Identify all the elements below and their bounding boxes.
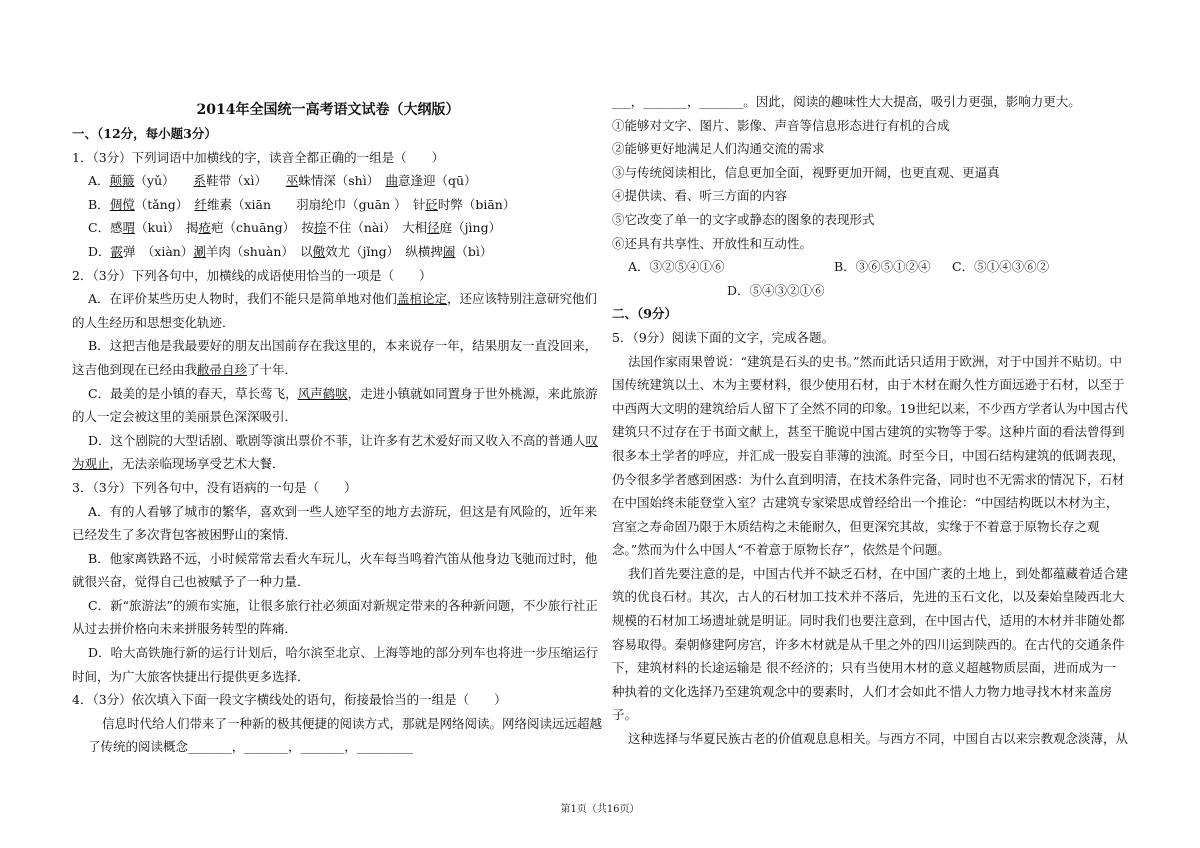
question-4-options-row [612,255,1132,279]
passage-line: 我们首先要注意的是，中国古代并不缺乏石材，在中国广袤的土地上，到处都蕴藏着适合建 [628,565,1129,581]
question-2-option-d-cont [72,452,584,476]
option-text: （bì） [455,243,493,259]
question-1-option-d [72,240,584,264]
option-text: （kuì） 揭 [135,220,199,236]
underlined-text: 径 [427,220,440,236]
option-text: 维素（xiān [207,196,297,212]
option-text: 了十年． [247,361,298,377]
question-3-option-b-cont: 就很兴奋，觉得自己也被赋予了一种力量． [72,574,310,590]
question-5-stem: 5．（9分）阅读下面的文字，完成各题。 [612,329,835,345]
question-2-option-b: B．这把吉他是我最要好的朋友出国前存在我这里的，本来说存一年，结果朋友一直没回来， [88,338,598,354]
question-4-passage-line: ___，_______，_______。因此，阅读的趣味性大大提高，吸引力更强，影响力更大。 [612,94,1081,109]
question-3-stem: 3．（3分）下列各句中，没有语病的一句是（ ） [72,479,357,495]
option-text: 意逢迎（qū） [398,173,477,189]
right-column [612,90,1132,751]
question-3-option-d: D．哈大高铁施行新的运行计划后，哈尔滨至北京、上海等地的部分列车也将进一步压缩运行 [88,645,599,661]
underlined-text: 倜傥 [109,196,135,212]
passage-line: 法国作家雨果曾说：“建筑是石头的史书。”然而此话只适用于欧洲，对于中国并不贴切。中 [628,353,1123,369]
passage-line: 仍令很多学者感到困惑：为什么直到明清，在技术条件完备，同时也不无需求的情况下，石材 [612,471,1125,487]
question-4-item: ⑤它改变了单一的文字或静态的图象的表现形式 [612,211,875,227]
option-text: 时弊（biān） [437,196,516,212]
option-text: （tǎng） [134,196,195,212]
question-3-option-a: A．有的人看够了城市的繁华，喜欢到一些人迹罕至的地方去游玩，但这是有风险的，近年来 [88,503,598,519]
option-text: 疤（chuāng） 按 [210,220,314,236]
option-text: B． [88,196,110,212]
underlined-text: 儆 [312,243,326,259]
option-text: 羽扇纶巾（guān ） 针 [296,196,426,212]
question-4-option-d: D．⑤④③②①⑥ [727,282,825,298]
underlined-text: 巫 [285,173,299,189]
option-text: 不住（nài） 大相 [326,220,428,236]
passage-line: 国传统建筑以土、木为主要材料，很少使用石材，由于木材在耐久性方面远逊于石材，以至于 [612,377,1125,393]
left-column [72,92,603,759]
passage-line: 子。 [612,707,638,723]
question-4-item: ⑥还具有共享性、开放性和互动性。 [612,235,813,251]
exam-title: 2014年全国统一高考语文试卷（大纲版） [196,102,460,118]
question-4-stem: 4．（3分）依次填入下面一段文字横线处的语句，衔接最恰当的一组是（ ） [72,692,507,708]
option-text: 羊肉（shuàn） 以 [205,243,313,259]
question-4-option-a: A．③②⑤④①⑥ [628,259,725,275]
question-3-option-d-cont: 时间，为广大旅客快捷出行提供更多选择． [72,668,310,684]
question-4-passage-line: 了传统的阅读概念_______，_______，_______，_________ [88,739,414,755]
question-4-item: ①能够对文字、图片、影像、声音等信息形态进行有机的合成 [612,117,950,133]
passage-line: 下，建筑材料的长途运输是 很不经济的；只有当使用木材的意义超越物质层面，进而成为一 [612,660,1116,676]
underlined-text: 纤 [194,196,207,212]
passage-line: 规模的石材加工场遗址就是明证。同时我们也要注意到，在中国古代，适用的木材并非随处都 [612,613,1125,629]
option-text: 弹 （xiàn） [123,243,194,259]
passage-line: 在中国始终未能登堂入室？古建筑专家梁思成曾经给出一个推论：“中国结构既以木材为主， [612,495,1119,511]
underlined-text: 霰 [110,243,124,259]
question-4-passage-line: 信息时代给人们带来了一种新的极其便捷的阅读方式，那就是网络阅读。网络阅读远远超越 [102,715,603,731]
underlined-text: 疮 [198,220,211,236]
underlined-text: 颠簸 [109,173,135,189]
option-text: （yǔ） [134,173,194,189]
option-text: 庭（jìng） [439,220,502,236]
question-3-option-b: B．他家离铁路不远，小时候常常去看火车玩儿，火车每当鸣着汽笛从他身边飞驰而过时，他 [88,550,598,566]
page-footer: 第1页（共16页） [560,804,640,815]
passage-line: 中西两大文明的建筑给后人留下了全然不同的印象。19世纪以来，不少西方学者认为中国古代 [612,400,1128,416]
question-4-option-b: B．③⑥⑤①②④ [834,259,931,275]
underlined-text: 盖棺论定 [397,291,448,307]
question-4-item: ②能够更好地满足人们沟通交流的需求 [612,141,825,157]
underlined-text: 风声鹤唳 [297,385,348,401]
question-4-item: ④提供读、看、听三方面的内容 [612,188,788,204]
option-text: C．感 [88,220,123,236]
question-2-stem: 2．（3分）下列各句中，加横线的成语使用恰当的一项是（ ） [72,267,432,283]
question-3-option-c-cont: 从过去拼价格向未来拼服务转型的阵痛． [72,621,298,637]
option-text: ，还应该特别注意研究他们 [447,291,598,307]
option-text: D．这个剧院的大型话剧、歌剧等演出票价不菲，让许多有艺术爱好而又收入不高的普通人 [88,432,586,448]
passage-line: 这种选择与华夏民族古老的价值观息息相关。与西方不同，中国自古以来宗教观念淡薄，从 [628,731,1129,747]
underlined-text: 为观止 [72,456,110,472]
underlined-text: 系 [193,173,206,189]
question-4-item: ③与传统阅读相比，信息更加全面，视野更加开阔，也更直观、更逼真 [612,164,1000,180]
option-text: C．最美的是小镇的春天，草长莺飞， [88,385,298,401]
question-3-option-c: C．新“旅游法”的颁布实施，让很多旅行社必须面对新规定带来的各种新问题，不少旅行社正 [88,597,598,613]
underlined-text: 涮 [193,243,206,259]
option-text: ，无法亲临现场享受艺术大餐． [109,456,285,472]
question-1-option-a [72,169,584,193]
underlined-text: 曲 [385,173,398,189]
underlined-text: 叹 [585,432,599,448]
underlined-text: 喟 [122,220,136,236]
question-4-option-c: C．⑤①④③⑥② [952,259,1050,275]
question-3-option-a-cont: 已经发生了多次背包客被困野山的案情． [72,527,298,543]
passage-line: 念。”然而为什么中国人“不着意于原物长存”，依然是个问题。 [612,542,950,558]
underlined-text: 阖 [442,243,456,259]
question-2-option-a-cont: 的人生经历和思想变化轨迹． [72,314,235,330]
passage-line: 筑的优良石材。其次，古人的石材加工技术并不落后，先进的玉石文化，以及秦始皇陵西北大 [612,589,1125,605]
passage-line: 种执着的文化选择乃至建筑观念中的要素时，人们才会如此不惜人力物力地寻找木材来盖房 [612,683,1113,699]
option-text: D． [88,243,111,259]
option-text: ，走进小镇就如同置身于世外桃源，来此旅游 [347,385,598,401]
question-2-option-a [72,287,598,311]
question-1-option-c [72,216,584,240]
question-1-option-b [72,193,584,217]
section-two-heading: 二、（9分） [612,306,677,322]
option-text: A．在评价某些历史人物时，我们不能只是简单地对他们 [88,291,398,307]
passage-line: 建筑只不过存在于书面文献上，甚至干脆说中国古建筑的实物等于零。这种片面的看法曾得到 [612,424,1125,440]
passage-line: 容易取得。秦朝修建阿房宫，许多木材就是从千里之外的四川运到陕西的。在古代的交通条件 [612,636,1125,652]
question-2-option-d [72,429,599,453]
question-2-option-c-cont: 的人一定会被这里的美丽景色深深吸引． [72,409,298,425]
option-text: A． [88,173,110,189]
question-1-stem: 1．（3分）下列词语中加横线的字，读音全都正确的一组是（ ） [72,149,445,165]
section-one-heading: 一、（12分，每小题3分） [72,126,217,141]
underlined-text: 砭 [425,196,438,212]
passage-line: 很多本土学者的呼应，并汇成一股妄自菲薄的浊流。时至今日，中国石结构建筑的低调表现， [612,447,1125,463]
option-text: 蛛情深（shì） [298,173,386,189]
option-text: 鞋带（xì） [205,173,286,189]
option-text: 这吉他到现在已经由我 [72,361,198,377]
underlined-text: 捺 [313,220,327,236]
underlined-text: 敝帚自珍 [197,361,248,377]
option-text: 效尤（jǐng） 纵横捭 [325,243,443,259]
passage-line: 宫室之寿命固乃限于木质结构之未能耐久，但更深究其故，实缘于不着意于原物长存之观 [612,518,1100,534]
question-2-option-c [72,382,598,406]
question-2-option-b-cont [72,358,584,382]
